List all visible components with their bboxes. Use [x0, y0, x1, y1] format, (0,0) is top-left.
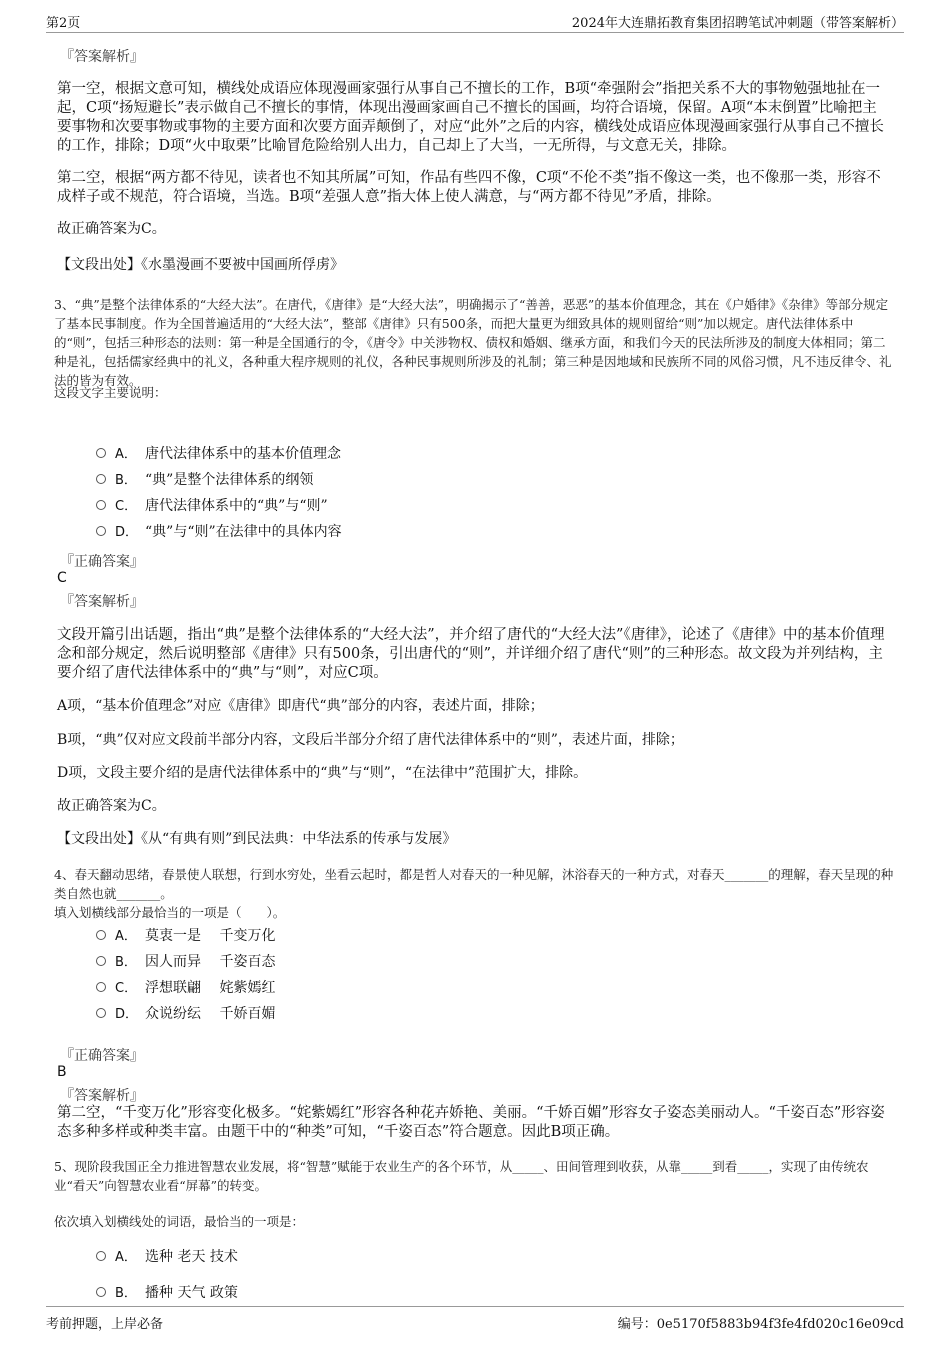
q2-analysis-p2: 第二空，根据“两方都不待见，读者也不知其所属”可知，作品有些四不像，C项“不伦不类”指不像这一类，也不像那一类，形容不成样子或不规范，符合语境，当选。B项“差强人意”指大体上使人满意，与“两方都不待见”矛盾，排除。 — [57, 170, 881, 205]
radio-icon[interactable] — [96, 500, 106, 510]
q3-option-b[interactable]: B． “典”是整个法律体系的纲领 — [96, 470, 313, 490]
q4-question: 填入划横线部分最恰当的一项是（ ）。 — [54, 905, 286, 920]
q3-option-a[interactable]: A． 唐代法律体系中的基本价值理念 — [96, 444, 341, 464]
page-header — [46, 12, 904, 33]
answer-label: 『正确答案』 — [60, 554, 144, 570]
q3-analysis-p1: 文段开篇引出话题，指出“典”是整个法律体系的“大经大法”，并介绍了唐代的“大经大法”《唐律》，论述了《唐律》中的基本价值理念和部分规定，然后说明整部《唐律》只有500条，引出唐代的“则”，并详细介绍了唐代“则”的三种形态。故文段为并列结构，主要介绍了唐代法律体系中的“典”与“则”，对应C项。 — [57, 627, 885, 681]
q2-analysis-p1: 第一空，根据文意可知，横线处成语应体现漫画家强行从事自己不擅长的工作，B项“牵强附会”指把关系不大的事物勉强地扯在一起，C项“扬短避长”表示做自己不擅长的事情，体现出漫画家画自己不擅长的国画，均符合语境，保留。A项“本末倒置”比喻把主要事物和次要事物或事物的主要方面和次要方面弄颠倒了，对应“此外”之后的内容，横线处成语应体现漫画家强行从事自己不擅长的工作，排除；D项“火中取栗”比喻冒危险给别人出力，自己却上了大当，一无所得，与文意无关，排除。 — [57, 81, 884, 154]
q4-option-a[interactable]: A． 莫衷一是 千变万化 — [96, 926, 275, 946]
q4-stem: 4、春天翻动思绪，春景使人联想，行到水穷处，坐看云起时，都是哲人对春天的一种见解，沐浴春天的一种方式，对春天_______的理解，春天呈现的种类自然也就_______。 — [54, 867, 894, 901]
radio-icon[interactable] — [96, 956, 106, 966]
radio-icon[interactable] — [96, 1287, 106, 1297]
q2-conclusion: 故正确答案为C。 — [57, 221, 166, 237]
q5-option-b[interactable]: B． 播种 天气 政策 — [96, 1283, 238, 1303]
q5-question: 依次填入划横线处的词语，最恰当的一项是： — [54, 1214, 305, 1229]
q3-analysis-p3: B项，“典”仅对应文段前半部分内容，文段后半部分介绍了唐代法律体系中的“则”，表述片面，排除； — [57, 732, 684, 748]
q3-option-d[interactable]: D． “典”与“则”在法律中的具体内容 — [96, 522, 342, 542]
q4-option-c[interactable]: C． 浮想联翩 姹紫嫣红 — [96, 978, 275, 998]
q3-conclusion: 故正确答案为C。 — [57, 798, 166, 814]
q4-option-b[interactable]: B． 因人而异 千姿百态 — [96, 952, 275, 972]
q3-analysis-p2: A项，“基本价值理念”对应《唐律》即唐代“典”部分的内容，表述片面，排除； — [57, 698, 544, 714]
page-number: 第2页 — [46, 16, 81, 31]
q5-stem: 5、现阶段我国正全力推进智慧农业发展，将“智慧”赋能于农业生产的各个环节，从_____、田间管理到收获，从靠_____到看_____，实现了由传统农业“看天”向智慧农业看“屏幕”的转变。 — [54, 1159, 869, 1193]
footer-slogan: 考前押题，上岸必备 — [46, 1317, 164, 1332]
radio-icon[interactable] — [96, 474, 106, 484]
radio-icon[interactable] — [96, 1251, 106, 1261]
q3-question: 这段文字主要说明： — [54, 385, 167, 400]
q5-option-a[interactable]: A． 选种 老天 技术 — [96, 1247, 238, 1267]
analysis-label: 『答案解析』 — [60, 49, 144, 65]
q3-stem: 3、“典”是整个法律体系的“大经大法”。在唐代，《唐律》是“大经大法”，明确揭示了“善善，恶恶”的基本价值理念，其在《户婚律》《杂律》等部分规定了基本民事制度。作为全国普遍适用的“大经大法”，整部《唐律》只有500条，而把大量更为细致具体的规则留给“则”加以规定。唐代法律体系中的“则”，包括三种形态的法则：第一种是全国通行的令，《唐令》中关涉物权、债权和婚姻、继承方面，和我们今天的民法所涉及的制度大体相同；第二种是礼，包括儒家经典中的礼义，各种重大程序规则的礼仪，各种民事规则所涉及的礼制；第三种是因地域和民族所不同的风俗习惯，凡不违反律令、礼法的皆为有效。 — [54, 297, 892, 388]
q3-answer: C — [57, 570, 67, 586]
radio-icon[interactable] — [96, 448, 106, 458]
answer-label: 『正确答案』 — [60, 1048, 144, 1064]
radio-icon[interactable] — [96, 982, 106, 992]
analysis-label: 『答案解析』 — [60, 1088, 144, 1104]
document-title: 2024年大连鼎拓教育集团招聘笔试冲刺题（带答案解析） — [571, 16, 904, 31]
analysis-label: 『答案解析』 — [60, 594, 144, 610]
q4-analysis: 第二空，“千变万化”形容变化极多。“姹紫嫣红”形容各种花卉娇艳、美丽。“千娇百媚”形容女子姿态美丽动人。“千姿百态”形容姿态多种多样或种类丰富。由题干中的“种类”可知，“千姿百态”符合题意。因此B项正确。 — [57, 1105, 885, 1140]
document-id: 编号：0e5170f5883b94f3fe4fd020c16e09cd — [617, 1317, 904, 1332]
radio-icon[interactable] — [96, 1008, 106, 1018]
q3-analysis-p4: D项，文段主要介绍的是唐代法律体系中的“典”与“则”，“在法律中”范围扩大，排除。 — [57, 765, 588, 781]
q3-option-c[interactable]: C． 唐代法律体系中的“典”与“则” — [96, 496, 328, 516]
q4-option-d[interactable]: D． 众说纷纭 千娇百媚 — [96, 1004, 275, 1024]
radio-icon[interactable] — [96, 930, 106, 940]
q3-source: 【文段出处】《从“有典有则”到民法典：中华法系的传承与发展》 — [57, 831, 457, 847]
page-footer — [46, 1306, 904, 1331]
q2-source: 【文段出处】《水墨漫画不要被中国画所俘虏》 — [57, 257, 344, 273]
q4-answer: B — [57, 1064, 67, 1080]
radio-icon[interactable] — [96, 526, 106, 536]
